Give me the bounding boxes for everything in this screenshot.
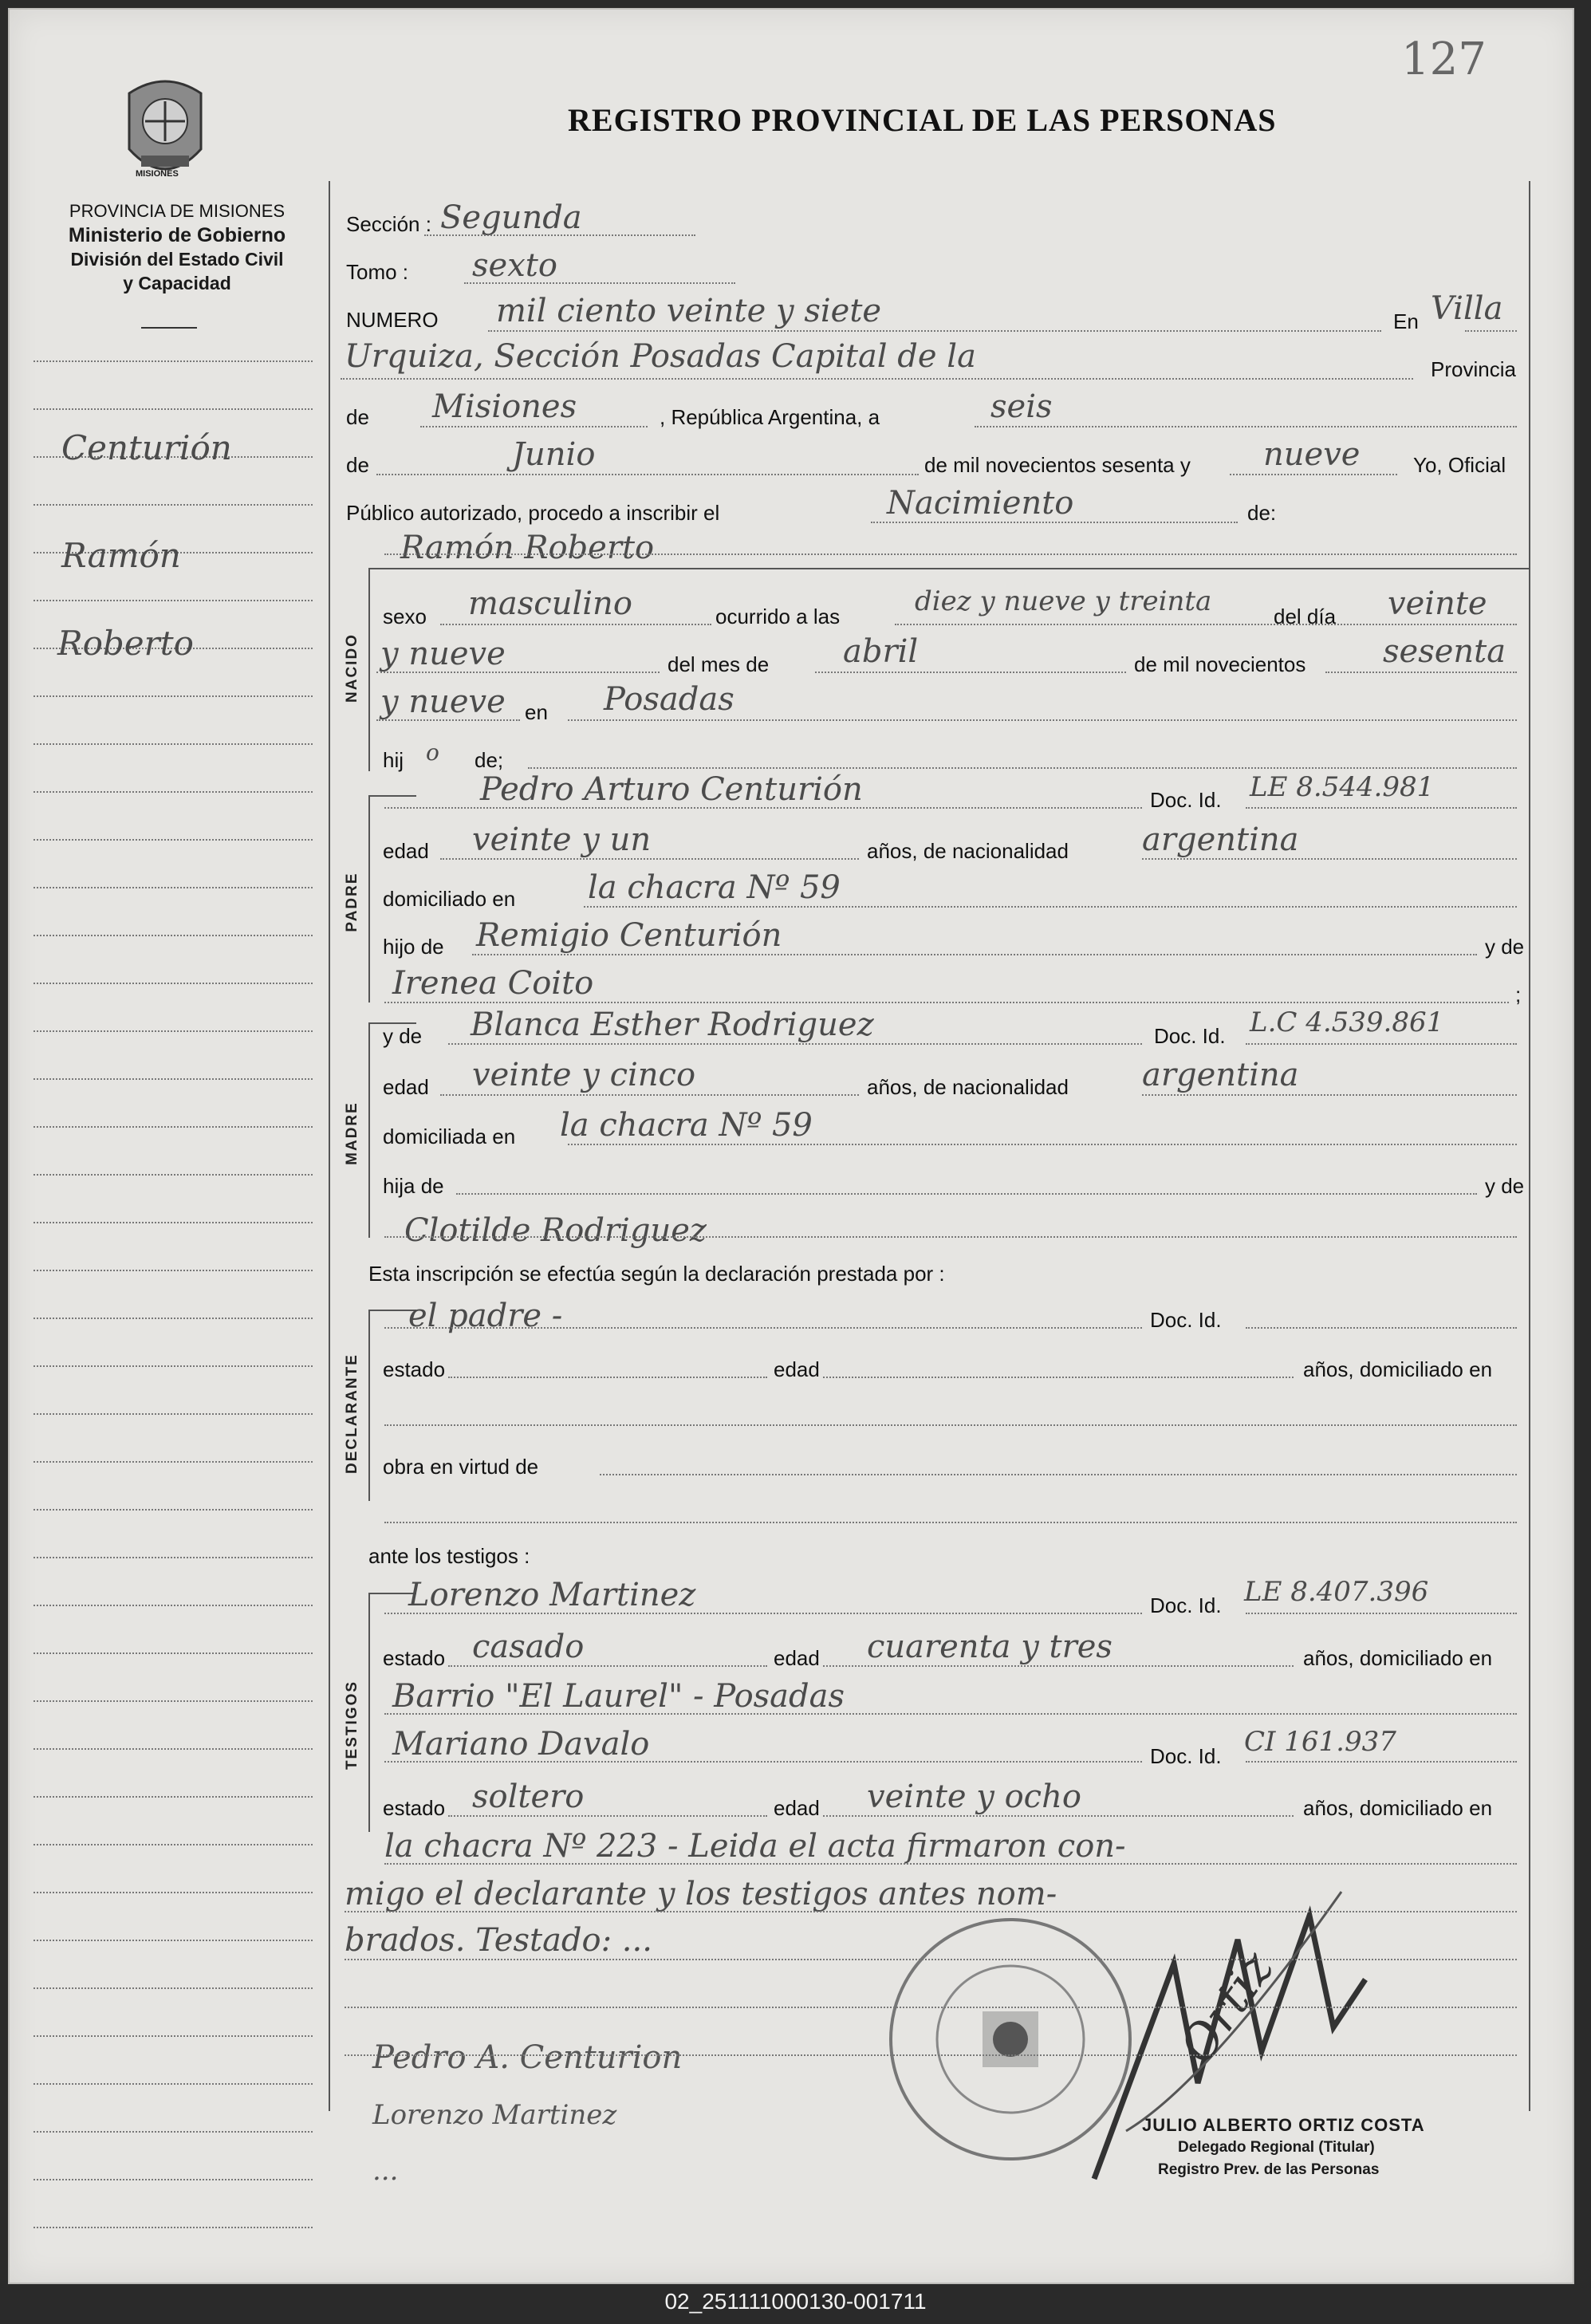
value-testigo1-edad: cuarenta y tres xyxy=(867,1629,1113,1665)
organization-block xyxy=(26,199,329,295)
page-number: 127 xyxy=(1401,33,1487,85)
footer-code: 02_251111000130-001711 xyxy=(664,2289,927,2314)
margin-rule xyxy=(33,2035,313,2037)
margin-rule xyxy=(33,1509,313,1511)
label-testigo2-edad: edad xyxy=(774,1796,820,1820)
label-de-mil-nov: de mil novecientos xyxy=(1134,652,1306,676)
value-padre-nombre: Pedro Arturo Centurión xyxy=(480,771,863,808)
label-tomo: Tomo : xyxy=(346,260,409,284)
value-padre-nac: argentina xyxy=(1142,821,1299,858)
margin-rule xyxy=(33,1987,313,1989)
value-declarante: el padre - xyxy=(408,1298,563,1334)
form-rule xyxy=(376,672,660,673)
main-left-border xyxy=(329,181,330,2111)
form-rule xyxy=(440,624,711,625)
form-rule xyxy=(871,522,1238,523)
label-republica: , República Argentina, a xyxy=(660,405,880,429)
margin-rule xyxy=(33,408,313,410)
margin-rule xyxy=(33,695,313,697)
seal-text: MISIONES xyxy=(136,169,179,179)
label-provincia: Provincia xyxy=(1431,357,1516,381)
label-padre-nac: años, de nacionalidad xyxy=(867,839,1069,863)
margin-rule xyxy=(33,839,313,841)
margin-rule xyxy=(33,1892,313,1893)
margin-rule xyxy=(33,935,313,936)
margin-rule xyxy=(33,743,313,745)
value-madre-nombre: Blanca Esther Rodriguez xyxy=(471,1006,874,1043)
form-rule xyxy=(345,1959,1517,1960)
document-sheet xyxy=(8,8,1574,2284)
label-yo-oficial: Yo, Oficial xyxy=(1413,453,1506,477)
form-rule xyxy=(488,330,1381,332)
value-cierre-1: la chacra Nº 223 - Leida el acta firmaron con- xyxy=(384,1828,1126,1865)
label-padre-doc: Doc. Id. xyxy=(1150,788,1222,812)
form-rule xyxy=(1246,1761,1517,1763)
margin-rule xyxy=(33,1605,313,1606)
margin-rule xyxy=(33,2227,313,2228)
value-mes: Junio xyxy=(512,436,596,473)
label-sexo: sexo xyxy=(383,605,427,628)
form-rule xyxy=(528,767,1517,769)
form-rule xyxy=(384,1236,1517,1238)
value-testigo2-estado: soltero xyxy=(472,1778,585,1815)
margin-name-2: Roberto xyxy=(57,624,194,663)
value-testigo2-doc: CI 161.937 xyxy=(1244,1726,1396,1758)
label-testigo1-estado: estado xyxy=(383,1646,446,1670)
margin-rule xyxy=(33,2179,313,2180)
bracket-testigos xyxy=(368,1593,370,1832)
value-lugar-nac: Posadas xyxy=(604,681,734,718)
stamp-line-2: Delegado Regional (Titular) xyxy=(1178,2139,1375,2156)
label-testigo1-doc: Doc. Id. xyxy=(1150,1593,1222,1617)
form-rule xyxy=(472,954,1477,955)
bracket-nacido xyxy=(368,568,370,771)
value-dia: seis xyxy=(990,388,1053,425)
value-testigo1-estado: casado xyxy=(472,1629,585,1665)
value-madre-edad: veinte y cinco xyxy=(472,1057,696,1093)
side-label-declarante: DECLARANTE xyxy=(344,1353,360,1474)
label-declarante-dom: años, domiciliado en xyxy=(1303,1357,1493,1381)
value-dia-nac-2: y nueve xyxy=(380,636,506,672)
margin-rule xyxy=(33,1748,313,1750)
margin-rule xyxy=(33,1078,313,1080)
label-madre-nac: años, de nacionalidad xyxy=(867,1075,1069,1099)
label-testigo2-dom: años, domiciliado en xyxy=(1303,1796,1493,1820)
form-rule xyxy=(600,1474,1517,1475)
form-rule xyxy=(815,672,1126,673)
value-provincia: Misiones xyxy=(432,388,577,425)
form-rule xyxy=(568,719,1517,721)
value-padre-hijo-de: Remigio Centurión xyxy=(476,917,782,954)
form-rule xyxy=(384,1327,1142,1329)
margin-rule xyxy=(33,600,313,601)
label-testigo2-doc: Doc. Id. xyxy=(1150,1744,1222,1768)
form-rule xyxy=(1246,807,1517,809)
org-underline xyxy=(141,327,197,329)
form-rule xyxy=(448,1043,1142,1045)
margin-rule xyxy=(33,1365,313,1367)
form-rule xyxy=(448,1377,767,1378)
bracket-padre-top xyxy=(368,795,416,797)
margin-rule xyxy=(33,887,313,888)
value-hora: diez y nueve y treinta xyxy=(915,585,1212,617)
value-cierre-2: migo el declarante y los testigos antes nom- xyxy=(345,1876,1057,1912)
label-obra: obra en virtud de xyxy=(383,1455,539,1479)
label-de-colon: de: xyxy=(1247,501,1277,525)
label-de-mes: de xyxy=(346,453,369,477)
margin-rule xyxy=(33,504,313,506)
value-testigo2: Mariano Davalo xyxy=(392,1726,650,1763)
document-title: REGISTRO PROVINCIAL DE LAS PERSONAS xyxy=(568,102,1277,138)
form-rule xyxy=(584,906,1517,908)
label-declarante-estado: estado xyxy=(383,1357,446,1381)
label-numero: NUMERO xyxy=(346,308,439,332)
value-madre-doc: L.C 4.539.861 xyxy=(1250,1006,1444,1038)
label-en-lugar: en xyxy=(525,700,548,724)
value-acto: Nacimiento xyxy=(887,485,1074,522)
form-rule xyxy=(384,1424,1517,1426)
label-madre-edad: edad xyxy=(383,1075,429,1099)
label-de-mil: de mil novecientos sesenta y xyxy=(924,453,1191,477)
org-line-2: Ministerio de Gobierno xyxy=(68,224,286,246)
margin-rule xyxy=(33,1270,313,1271)
form-rule xyxy=(424,234,695,236)
label-del-mes: del mes de xyxy=(668,652,770,676)
label-esta-inscripcion: Esta inscripción se efectúa según la declaración prestada por : xyxy=(368,1262,945,1286)
margin-rule xyxy=(33,1222,313,1223)
label-testigo1-edad: edad xyxy=(774,1646,820,1670)
label-hij: hij xyxy=(383,748,404,772)
form-rule xyxy=(384,1002,1509,1003)
margin-rule xyxy=(33,360,313,362)
form-rule xyxy=(376,474,919,475)
margin-rule xyxy=(33,1796,313,1798)
official-signature-text: Ortiz xyxy=(1168,1941,1285,2074)
margin-rule xyxy=(33,1461,313,1463)
side-label-padre: PADRE xyxy=(344,872,360,932)
value-numero: mil ciento veinte y siete xyxy=(496,293,882,329)
form-rule xyxy=(464,282,735,284)
label-padre-dom: domiciliado en xyxy=(383,887,516,911)
margin-rule xyxy=(33,1844,313,1845)
label-madre-hija-de: hija de xyxy=(383,1174,444,1198)
label-testigo1-dom: años, domiciliado en xyxy=(1303,1646,1493,1670)
label-madre-y-de-2: y de xyxy=(1485,1174,1525,1198)
value-anio: nueve xyxy=(1263,436,1361,473)
form-rule xyxy=(1142,858,1517,860)
margin-rule xyxy=(33,1940,313,1941)
form-rule xyxy=(1246,1043,1517,1045)
form-rule xyxy=(341,378,1413,380)
org-line-1: PROVINCIA DE MISIONES xyxy=(69,201,286,221)
label-madre-dom: domiciliada en xyxy=(383,1125,516,1148)
value-dia-nac: veinte xyxy=(1388,585,1487,622)
margin-rule xyxy=(33,1413,313,1415)
bracket-nacido-top xyxy=(368,568,1529,569)
label-declarante-doc: Doc. Id. xyxy=(1150,1308,1222,1332)
value-madre-hija-de: Clotilde Rodriguez xyxy=(404,1212,707,1249)
org-line-4: y Capacidad xyxy=(123,273,231,293)
margin-rule xyxy=(33,1652,313,1654)
main-right-border xyxy=(1529,181,1530,2111)
margin-rule xyxy=(33,791,313,793)
value-padre-y-de: Irenea Coito xyxy=(392,965,594,1002)
margin-rule xyxy=(33,1126,313,1128)
value-sexo: masculino xyxy=(468,585,632,622)
signature-2: Lorenzo Martinez xyxy=(372,2099,617,2131)
value-testigo1: Lorenzo Martinez xyxy=(408,1577,696,1613)
value-testigo1-doc: LE 8.407.396 xyxy=(1244,1576,1429,1608)
signature-1: Pedro A. Centurion xyxy=(372,2039,683,2076)
form-rule xyxy=(384,553,1517,555)
margin-rule xyxy=(33,2083,313,2085)
value-testigo2-edad: veinte y ocho xyxy=(867,1778,1081,1815)
margin-name-1: Ramón xyxy=(61,536,181,575)
form-rule xyxy=(448,1815,767,1817)
label-padre-hijo-de: hijo de xyxy=(383,935,444,959)
value-en-2: Urquiza, Sección Posadas Capital de la xyxy=(345,338,976,375)
value-mes-nac: abril xyxy=(843,633,919,670)
label-seccion: Sección : xyxy=(346,212,431,236)
margin-rule xyxy=(33,1318,313,1319)
margin-rule xyxy=(33,1700,313,1702)
stamp-line-3: Registro Prev. de las Personas xyxy=(1158,2161,1380,2178)
form-rule xyxy=(823,1815,1294,1817)
label-semicolon: ; xyxy=(1515,983,1522,1006)
label-de-provincia: de xyxy=(346,405,369,429)
form-rule xyxy=(384,1613,1142,1614)
label-testigo2-estado: estado xyxy=(383,1796,446,1820)
label-madre-y-de: y de xyxy=(383,1024,423,1048)
label-publico: Público autorizado, procedo a inscribir el xyxy=(346,501,720,525)
form-rule xyxy=(440,1094,859,1096)
form-rule xyxy=(1465,330,1517,332)
label-del-dia: del día xyxy=(1274,605,1337,628)
label-ante-testigos: ante los testigos : xyxy=(368,1544,530,1568)
stamp-line-1: JULIO ALBERTO ORTIZ COSTA xyxy=(1142,2115,1425,2135)
form-rule xyxy=(448,1665,767,1667)
label-hij-de: de; xyxy=(475,748,504,772)
side-label-madre: MADRE xyxy=(344,1101,360,1165)
value-nombre: Ramón Roberto xyxy=(400,530,655,566)
margin-rule xyxy=(33,1030,313,1032)
bracket-madre xyxy=(368,1022,370,1238)
value-padre-doc: LE 8.544.981 xyxy=(1250,771,1435,803)
label-padre-edad: edad xyxy=(383,839,429,863)
margin-surname: Centurión xyxy=(61,428,232,467)
label-ocurrido: ocurrido a las xyxy=(715,605,841,628)
margin-rule xyxy=(33,1174,313,1176)
side-label-nacido: NACIDO xyxy=(344,633,360,703)
form-rule xyxy=(568,1144,1517,1145)
form-rule xyxy=(456,1193,1477,1195)
form-rule xyxy=(895,624,1517,625)
value-cierre-3: brados. Testado: ... xyxy=(345,1922,652,1959)
form-rule xyxy=(975,426,1517,427)
value-madre-nac: argentina xyxy=(1142,1057,1299,1093)
form-rule xyxy=(384,807,1142,809)
form-rule xyxy=(384,1863,1517,1865)
label-madre-doc: Doc. Id. xyxy=(1154,1024,1226,1048)
value-anio-nac-2: y nueve xyxy=(380,683,506,720)
label-en: En xyxy=(1393,309,1419,333)
form-rule xyxy=(384,1713,1517,1715)
form-rule xyxy=(1246,1613,1517,1614)
form-rule xyxy=(384,1522,1517,1523)
value-seccion: Segunda xyxy=(440,199,582,236)
label-padre-y-de: y de xyxy=(1485,935,1525,959)
form-rule xyxy=(420,426,648,427)
value-tomo: sexto xyxy=(472,247,557,284)
value-padre-dom: la chacra Nº 59 xyxy=(588,869,841,906)
signature-3: ... xyxy=(372,2155,399,2187)
margin-rule xyxy=(33,1557,313,1558)
form-rule xyxy=(1230,474,1397,475)
value-madre-dom: la chacra Nº 59 xyxy=(560,1107,813,1144)
label-declarante-edad: edad xyxy=(774,1357,820,1381)
value-padre-edad: veinte y un xyxy=(472,821,652,858)
value-hij-suffix: o xyxy=(426,739,439,766)
form-rule xyxy=(345,2007,1517,2008)
bracket-padre xyxy=(368,795,370,1002)
form-rule xyxy=(823,1377,1294,1378)
form-rule xyxy=(823,1665,1294,1667)
margin-rule xyxy=(33,983,313,984)
value-anio-nac: sesenta xyxy=(1383,633,1506,670)
org-line-3: División del Estado Civil xyxy=(70,249,284,270)
form-rule xyxy=(384,1761,1142,1763)
value-en-1: Villa xyxy=(1431,290,1503,327)
form-rule xyxy=(1142,1094,1517,1096)
form-rule xyxy=(345,1911,1517,1912)
value-testigo1-dom: Barrio "El Laurel" - Posadas xyxy=(392,1678,845,1715)
form-rule xyxy=(376,719,520,721)
form-rule xyxy=(440,858,859,860)
bracket-declarante xyxy=(368,1310,370,1501)
margin-rule xyxy=(33,2131,313,2133)
form-rule xyxy=(1325,672,1517,673)
form-rule xyxy=(1246,1327,1517,1329)
form-rule xyxy=(345,2054,1517,2056)
side-label-testigos: TESTIGOS xyxy=(344,1680,360,1771)
